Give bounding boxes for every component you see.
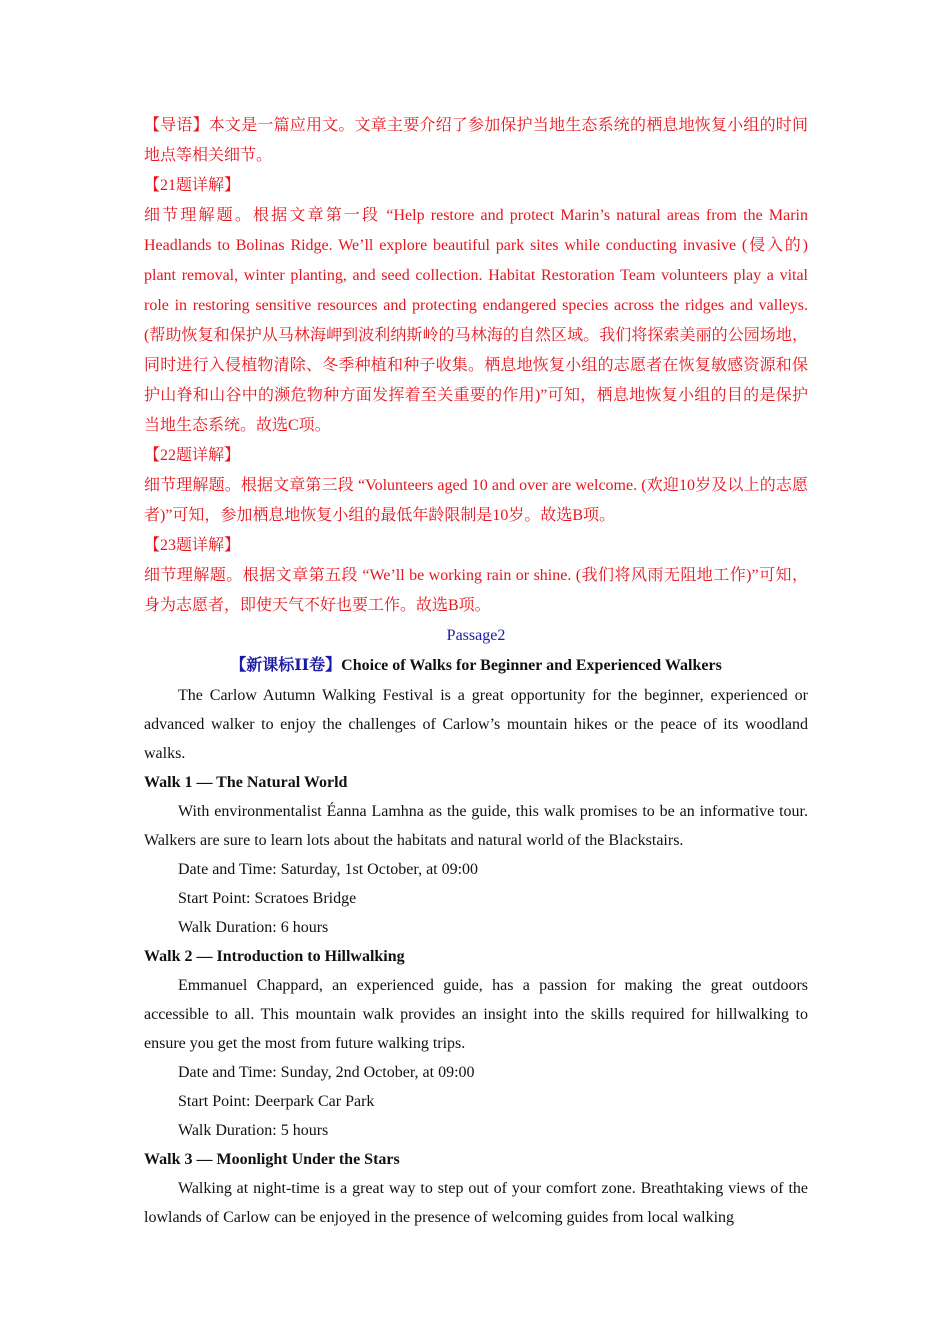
walk-1-date: Date and Time: Saturday, 1st October, at 09:00 [178,861,479,878]
q23-heading: 【23题详解】 [144,537,241,554]
passage-label: Passage2 [446,627,506,644]
walk-1-start: Start Point: Scratoes Bridge [178,890,357,907]
q21-explanation: 细节理解题。根据文章第一段 “Help restore and protect Marin’s natural areas from the Marin Headlands to Bolinas Ridge. We’ll explore beautiful park sites while conducting invasive (侵入的) plant removal, winter planting, and seed collection. Habitat Restoration Team volunteers play a vital role in restoring sensitive resources and protecting endangered species across the ridges and valleys. (帮助恢复和保护从马林海岬到波利纳斯岭的马林海的自然区域。我们将探索美丽的公园场地，同时进行入侵植物清除、冬季种植和种子收集。栖息地恢复小组的志愿者在恢复敏感资源和保护山脊和山谷中的濒危物种方面发挥着至关重要的作用)”可知，栖息地恢复小组的目的是保护当地生态系统。故选C项。 [144,207,808,434]
walk-2-description: Emmanuel Chappard, an experienced guide, has a passion for making the great outdoors accessible to all. This mountain walk provides an insight into the skills required for hillwalking to ensure you get the most from future walking trips. [144,977,808,1052]
walk-2-start: Start Point: Deerpark Car Park [178,1093,375,1110]
walk-2-duration: Walk Duration: 5 hours [178,1122,329,1139]
passage-title [144,651,808,681]
walk-1-title: Walk 1 — The Natural World [144,774,348,791]
intro-paragraph: 【导语】本文是一篇应用文。文章主要介绍了参加保护当地生态系统的栖息地恢复小组的时间地点等相关细节。 [144,117,808,164]
passage-title-text: Choice of Walks for Beginner and Experienced Walkers [341,657,722,674]
walk-1-duration: Walk Duration: 6 hours [178,919,329,936]
q23-explanation: 细节理解题。根据文章第五段 “We’ll be working rain or shine. (我们将风雨无阻地工作)”可知，身为志愿者，即使天气不好也要工作。故选B项。 [144,567,808,614]
q21-heading: 【21题详解】 [144,177,241,194]
walk-1-description: With environmentalist Éanna Lamhna as the guide, this walk promises to be an informative tour. Walkers are sure to learn lots about the habitats and natural world of the Blackstairs. [144,803,808,849]
passage-intro: The Carlow Autumn Walking Festival is a great opportunity for the beginner, experienced or advanced walker to enjoy the challenges of Carlow’s mountain hikes or the peace of its woodland walks. [144,687,808,762]
document-page [144,111,808,1232]
q22-heading: 【22题详解】 [144,447,241,464]
passage-tag: 【新课标ⅠⅠ卷】 [230,657,342,674]
walk-2-date: Date and Time: Sunday, 2nd October, at 09:00 [178,1064,475,1081]
q22-explanation: 细节理解题。根据文章第三段 “Volunteers aged 10 and over are welcome. (欢迎10岁及以上的志愿者)”可知，参加栖息地恢复小组的最低年龄限制是10岁。故选B项。 [144,477,808,524]
walk-3-title: Walk 3 — Moonlight Under the Stars [144,1151,400,1168]
walk-2-title: Walk 2 — Introduction to Hillwalking [144,948,405,965]
walk-3-description: Walking at night-time is a great way to step out of your comfort zone. Breathtaking views of the lowlands of Carlow can be enjoyed in the presence of welcoming guides from local walking [144,1180,808,1226]
